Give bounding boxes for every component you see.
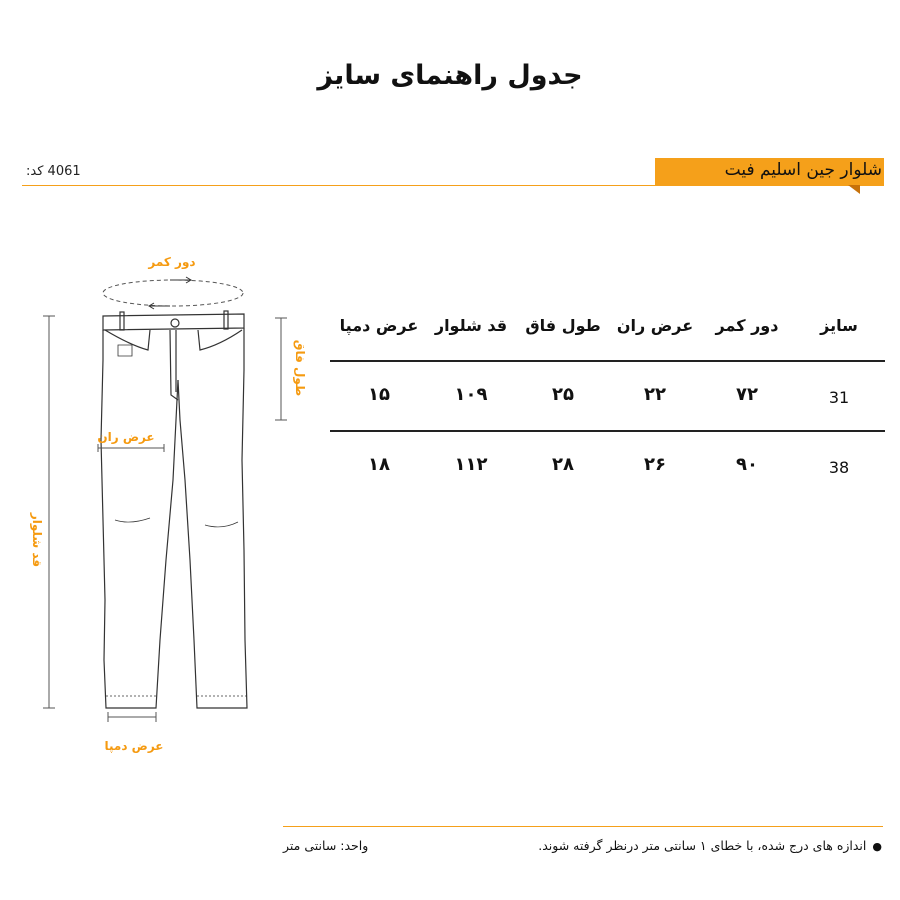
label-rise: طول فاق bbox=[293, 339, 307, 397]
header-rise: طول فاق bbox=[525, 316, 601, 335]
cell-size: 31 bbox=[828, 388, 850, 407]
footer-note-text: اندازه های درج شده، با خطای ۱ سانتی متر درنظر گرفته شوند. bbox=[538, 838, 867, 853]
jeans-diagram bbox=[0, 240, 320, 760]
cell-length: ۱۰۹ bbox=[454, 384, 488, 405]
jeans-button-icon bbox=[171, 319, 179, 327]
label-waist: دور کمر bbox=[148, 255, 196, 269]
jeans-outline-right bbox=[178, 328, 247, 708]
header-hem: عرض دمپا bbox=[339, 316, 419, 335]
cell-thigh: ۲۶ bbox=[644, 454, 666, 475]
product-code-value: 4061 bbox=[47, 164, 81, 179]
pocket-right bbox=[198, 330, 242, 350]
cell-hem: ۱۸ bbox=[368, 454, 390, 475]
unit-label: واحد: bbox=[340, 838, 369, 853]
header-thigh: عرض ران bbox=[616, 316, 694, 335]
product-name: شلوار جین اسلیم فیت bbox=[724, 160, 882, 180]
jeans-outline-left bbox=[101, 330, 178, 708]
cell-thigh: ۲۲ bbox=[644, 384, 666, 405]
cell-waist: ۹۰ bbox=[736, 454, 758, 475]
waist-measure-ellipse bbox=[103, 280, 243, 306]
footer-divider bbox=[283, 826, 883, 827]
cell-size: 38 bbox=[828, 458, 850, 477]
size-table bbox=[330, 300, 885, 500]
label-length: قد شلوار bbox=[30, 512, 44, 568]
product-code-label: کد: bbox=[26, 164, 44, 179]
cell-rise: ۲۸ bbox=[552, 454, 574, 475]
hem-measure-line bbox=[108, 712, 156, 722]
table-row bbox=[330, 432, 885, 500]
unit-info bbox=[283, 838, 483, 853]
product-code bbox=[22, 164, 142, 179]
page-title: جدول راهنمای سایز bbox=[317, 60, 583, 91]
cell-rise: ۲۵ bbox=[552, 384, 574, 405]
cell-waist: ۷۲ bbox=[736, 384, 758, 405]
thigh-measure-line bbox=[98, 444, 164, 452]
table-header-row bbox=[330, 300, 885, 362]
cell-hem: ۱۵ bbox=[368, 384, 390, 405]
waist-arrow-top bbox=[170, 277, 191, 283]
waist-arrow-bottom bbox=[149, 303, 170, 309]
cell-length: ۱۱۲ bbox=[454, 454, 488, 475]
jeans-fly bbox=[170, 330, 178, 400]
header-length: قد شلوار bbox=[434, 316, 508, 335]
footer-note bbox=[480, 838, 882, 853]
table-row bbox=[330, 362, 885, 432]
label-thigh: عرض ران bbox=[97, 430, 155, 444]
header-size: سایز bbox=[820, 316, 858, 335]
header-divider bbox=[22, 185, 884, 186]
header-waist: دور کمر bbox=[715, 316, 779, 335]
bullet-icon: ● bbox=[872, 840, 882, 853]
pocket-left bbox=[105, 330, 150, 350]
label-hem: عرض دمپا bbox=[104, 739, 164, 753]
product-tag-fold bbox=[848, 185, 860, 194]
belt-loop-left bbox=[120, 312, 124, 330]
unit-value: سانتی متر bbox=[283, 838, 337, 853]
coin-pocket bbox=[118, 345, 132, 356]
rise-bracket bbox=[275, 318, 287, 420]
